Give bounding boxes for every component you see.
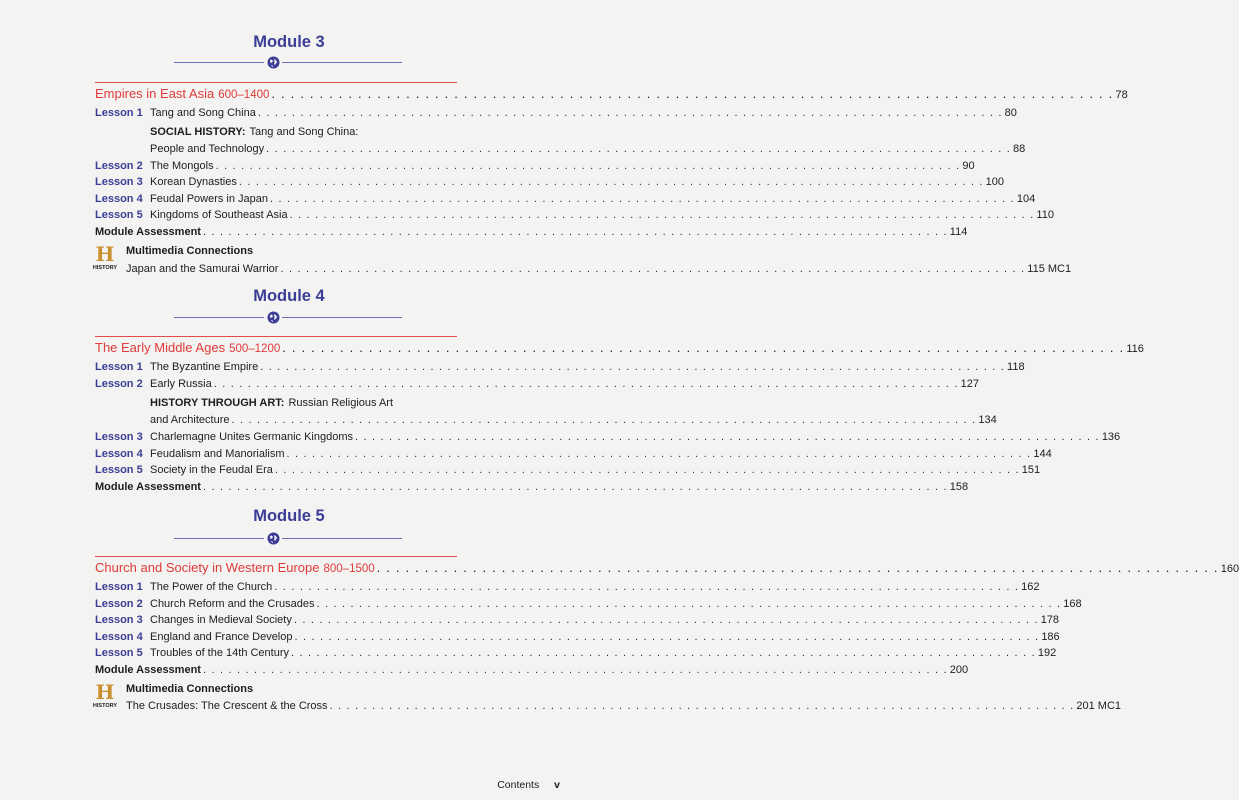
history-logo-word: HISTORY (92, 265, 118, 271)
feature-heading-row (95, 395, 457, 411)
globe-icon (267, 56, 280, 69)
lesson-page: 118 (1007, 361, 1025, 373)
leader-dots (290, 207, 1035, 223)
feature-label: SOCIAL HISTORY: (150, 126, 246, 138)
module-5-title: Module 5 (253, 507, 325, 525)
module-4-title: Module 4 (253, 287, 325, 305)
lesson-label: Lesson 5 (95, 647, 143, 659)
multimedia-heading-row (126, 681, 457, 697)
lesson-title: Feudal Powers in Japan (150, 193, 269, 205)
history-logo-icon (92, 242, 118, 271)
leader-dots (216, 158, 961, 174)
lesson-title: Early Russia (150, 378, 212, 390)
lesson-label: Lesson 1 (95, 361, 143, 373)
module-4-rule-left (174, 317, 264, 318)
footer-label: Contents (497, 779, 540, 791)
lesson-title: Tang and Song China (150, 107, 256, 119)
lesson-title: Society in the Feudal Era (150, 464, 273, 476)
lesson-label: Lesson 3 (95, 614, 143, 626)
feature-heading-row (95, 124, 457, 140)
assessment-label: Module Assessment (95, 481, 201, 493)
leader-dots (287, 446, 1032, 462)
leader-dots (258, 105, 1003, 121)
lesson-title: The Mongols (150, 160, 214, 172)
lesson-title: The Byzantine Empire (150, 361, 259, 373)
toc-row[interactable] (95, 359, 1025, 375)
leader-dots (282, 340, 1124, 356)
chapter-page: 160 (1220, 563, 1239, 575)
chapter-dates: 800–1500 (323, 563, 375, 575)
lesson-page: 136 (1101, 431, 1121, 443)
leader-dots (330, 698, 1075, 714)
chapter-title: Church and Society in Western Europe (95, 560, 320, 575)
lesson-title: Troubles of the 14th Century (150, 647, 290, 659)
multimedia-heading-row (126, 243, 457, 259)
leader-dots (271, 86, 1113, 102)
lesson-page: 90 (962, 160, 975, 172)
lesson-title: Charlemagne Unites Germanic Kingdoms (150, 431, 353, 443)
lesson-title: The Power of the Church (150, 581, 273, 593)
leader-dots (280, 261, 1025, 277)
lesson-title: Kingdoms of Southeast Asia (150, 209, 288, 221)
leader-dots (291, 645, 1036, 661)
chapter-row[interactable] (95, 340, 1144, 356)
lesson-page: 100 (985, 176, 1005, 188)
toc-row[interactable] (95, 596, 1082, 612)
history-logo-word: HISTORY (92, 703, 118, 709)
feature-page: 88 (1013, 143, 1026, 155)
leader-dots (377, 560, 1219, 576)
leader-dots (203, 224, 948, 240)
toc-row[interactable] (95, 429, 1121, 445)
lesson-page: 127 (960, 378, 979, 390)
feature-label: HISTORY THROUGH ART: (150, 397, 285, 409)
feature-title-part1: Russian Religious Art (288, 397, 394, 409)
lesson-page: 186 (1041, 631, 1060, 643)
lesson-label: Lesson 3 (95, 176, 143, 188)
lesson-title: Feudalism and Manorialism (150, 448, 285, 460)
leader-dots (355, 429, 1100, 445)
lesson-title: England and France Develop (150, 631, 293, 643)
leader-dots (232, 412, 977, 428)
assessment-page: 200 (949, 664, 969, 676)
leader-dots (274, 579, 1019, 595)
leader-dots (214, 376, 959, 392)
chapter-row[interactable] (95, 86, 1128, 102)
lesson-label: Lesson 4 (95, 631, 143, 643)
history-logo-letter: H (95, 680, 115, 704)
leader-dots (203, 479, 948, 495)
history-logo-icon (92, 680, 118, 709)
feature-title-part2: People and Technology (150, 143, 265, 155)
chapter-divider (95, 336, 457, 337)
multimedia-heading: Multimedia Connections (126, 245, 254, 257)
assessment-page: 114 (949, 226, 968, 238)
toc-row[interactable] (95, 207, 1054, 223)
lesson-page: 168 (1063, 598, 1082, 610)
lesson-title: Changes in Medieval Society (150, 614, 292, 626)
leader-dots (294, 629, 1039, 645)
lesson-label: Lesson 3 (95, 431, 143, 443)
module-5-rule-right (282, 538, 402, 539)
feature-title-part1: Tang and Song China: (249, 126, 359, 138)
toc-row[interactable] (95, 612, 1060, 628)
assessment-label: Module Assessment (95, 664, 201, 676)
leader-dots (275, 462, 1020, 478)
toc-row[interactable] (126, 261, 1072, 277)
lesson-label: Lesson 5 (95, 464, 143, 476)
lesson-label: Lesson 4 (95, 448, 143, 460)
chapter-page: 78 (1115, 89, 1128, 101)
lesson-title: Korean Dynasties (150, 176, 237, 188)
lesson-page: 151 (1021, 464, 1041, 476)
chapter-title: Empires in East Asia (95, 86, 215, 101)
assessment-label: Module Assessment (95, 226, 201, 238)
multimedia-page: 115 MC1 (1027, 263, 1072, 275)
toc-row[interactable] (95, 645, 1057, 661)
chapter-divider (95, 556, 457, 557)
toc-row[interactable] (95, 579, 1040, 595)
history-logo-letter: H (95, 242, 115, 266)
toc-row[interactable] (95, 412, 997, 428)
module-3-title: Module 3 (253, 33, 325, 51)
lesson-label: Lesson 4 (95, 193, 143, 205)
chapter-title: The Early Middle Ages (95, 340, 226, 355)
footer-page-number: v (554, 779, 560, 791)
page-footer (497, 779, 560, 791)
lesson-label: Lesson 1 (95, 107, 143, 119)
leader-dots (260, 359, 1005, 375)
module-4-rule-right (282, 317, 402, 318)
toc-row[interactable] (95, 141, 1026, 157)
lesson-title: Church Reform and the Crusades (150, 598, 315, 610)
leader-dots (294, 612, 1039, 628)
leader-dots (270, 191, 1015, 207)
lesson-page: 110 (1036, 209, 1054, 221)
globe-icon (267, 532, 280, 545)
toc-row[interactable] (95, 462, 1041, 478)
lesson-page: 80 (1004, 107, 1017, 119)
feature-title-part2: and Architecture (150, 414, 230, 426)
module-3-rule-right (282, 62, 402, 63)
chapter-dates: 600–1400 (218, 89, 270, 101)
leader-dots (239, 174, 984, 190)
toc-row[interactable] (95, 479, 969, 495)
lesson-label: Lesson 5 (95, 209, 143, 221)
assessment-page: 158 (949, 481, 969, 493)
leader-dots (266, 141, 1011, 157)
toc-row[interactable] (126, 698, 1122, 714)
multimedia-title: The Crusades: The Crescent & the Cross (126, 700, 328, 712)
chapter-dates: 500–1200 (229, 343, 281, 355)
multimedia-heading: Multimedia Connections (126, 683, 254, 695)
lesson-label: Lesson 1 (95, 581, 143, 593)
toc-row[interactable] (95, 105, 1017, 121)
multimedia-title: Japan and the Samurai Warrior (126, 263, 279, 275)
toc-row[interactable] (95, 446, 1052, 462)
lesson-page: 144 (1033, 448, 1052, 460)
lesson-page: 192 (1037, 647, 1057, 659)
toc-row[interactable] (95, 224, 968, 240)
toc-row[interactable] (95, 662, 969, 678)
feature-page: 134 (978, 414, 997, 426)
module-3-rule-left (174, 62, 264, 63)
multimedia-page: 201 MC1 (1076, 700, 1122, 712)
lesson-label: Lesson 2 (95, 598, 143, 610)
lesson-page: 162 (1021, 581, 1040, 593)
lesson-page: 104 (1016, 193, 1036, 205)
toc-row[interactable] (95, 629, 1060, 645)
lesson-label: Lesson 2 (95, 378, 143, 390)
chapter-page: 116 (1126, 343, 1144, 355)
leader-dots (316, 596, 1061, 612)
lesson-page: 178 (1040, 614, 1060, 626)
toc-row[interactable] (95, 376, 979, 392)
globe-icon (267, 311, 280, 324)
toc-row[interactable] (95, 174, 1005, 190)
module-5-rule-left (174, 538, 264, 539)
toc-row[interactable] (95, 191, 1036, 207)
lesson-label: Lesson 2 (95, 160, 143, 172)
leader-dots (203, 662, 948, 678)
chapter-row[interactable] (95, 560, 1239, 576)
chapter-divider (95, 82, 457, 83)
toc-row[interactable] (95, 158, 975, 174)
